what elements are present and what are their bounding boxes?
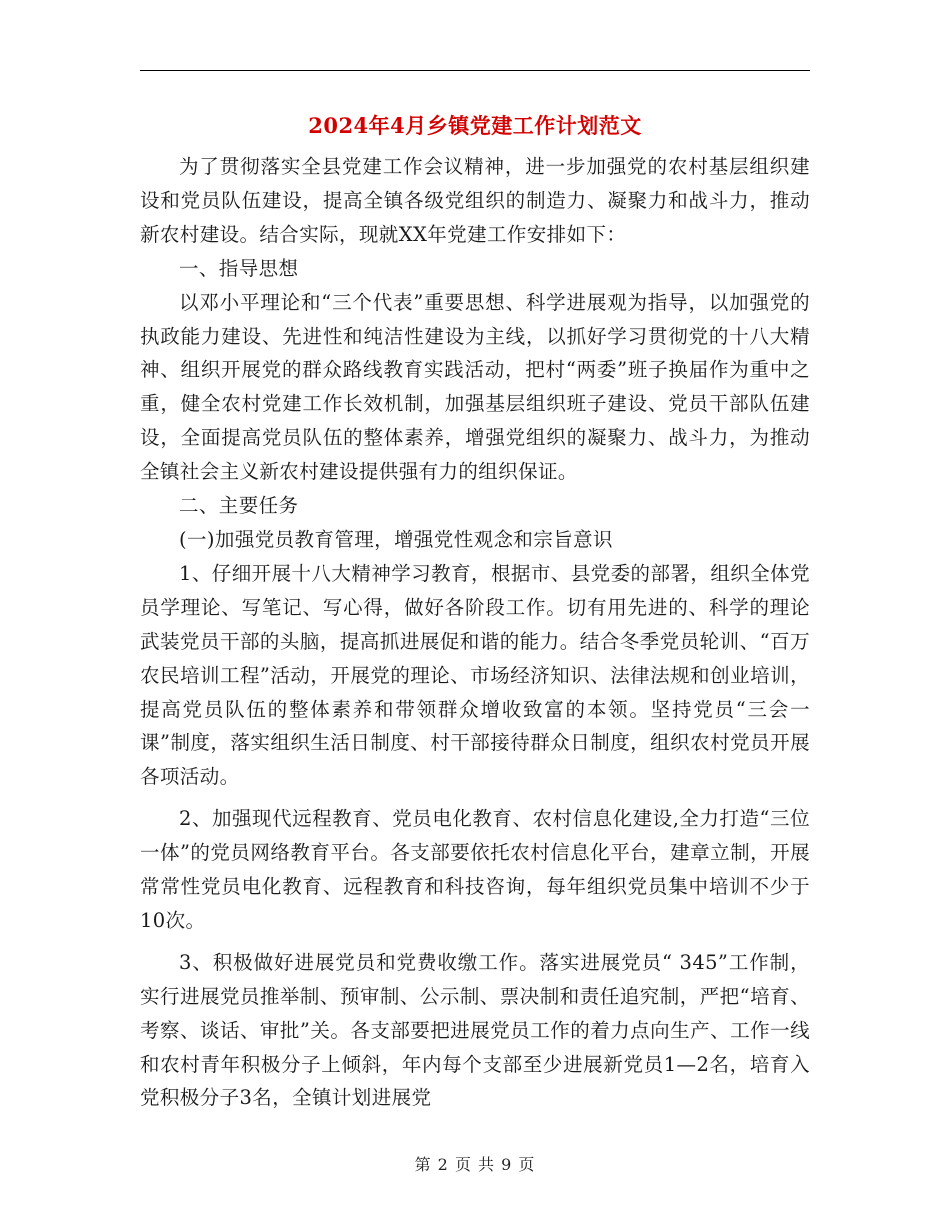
task-item-3: 3、积极做好进展党员和党费收缴工作。落实进展党员“ 345”工作制，实行进展党员推举制、预审制、公示制、票决制和责任追究制，严把“培育、考察、谈话、审批”关。各支部要把进展党员工作的着力点向生产、工作一线和农村青年积极分子上倾斜，年内每个支部至少进展新党员1—2名，培育入党积极分子3名，全镇计划进展党 <box>140 950 810 1110</box>
header-rule <box>140 70 810 71</box>
task-item-2: 2、加强现代远程教育、党员电化教育、农村信息化建设,全力打造“三位一体”的党员网络教育平台。各支部要依托农村信息化平台，建章立制，开展常常性党员电化教育、远程教育和科技咨询，每年组织党员集中培训不少于10次。 <box>140 807 810 932</box>
document-body <box>140 150 810 1115</box>
subsection-heading-education: (一)加强党员教育管理，增强党性观念和宗旨意识 <box>179 527 613 551</box>
task-item-1: 1、仔细开展十八大精神学习教育，根据市、县党委的部署，组织全体党员学理论、写笔记、写心得，做好各阶段工作。切有用先进的、科学的理论武装党员干部的头脑，提高抓进展促和谐的能力。结合冬季党员轮训、“百万农民培训工程”活动，开展党的理论、市场经济知识、法律法规和创业培训，提高党员队伍的整体素养和带领群众增收致富的本领。坚持党员“三会一课”制度，落实组织生活日制度、村干部接待群众日制度，组织农村党员开展各项活动。 <box>140 561 810 789</box>
document-title: 2024年4月乡镇党建工作计划范文 <box>308 113 642 138</box>
section-heading-guiding-thought: 一、指导思想 <box>179 256 299 280</box>
section-heading-main-tasks: 二、主要任务 <box>179 494 299 518</box>
intro-paragraph: 为了贯彻落实全县党建工作会议精神，进一步加强党的农村基层组织建设和党员队伍建设，提高全镇各级党组织的制造力、凝聚力和战斗力，推动新农村建设。结合实际，现就XX年党建工作安排如下： <box>140 155 810 246</box>
guiding-thought-paragraph: 以邓小平理论和“三个代表”重要思想、科学进展观为指导，以加强党的执政能力建设、先进性和纯洁性建设为主线，以抓好学习贯彻党的十八大精神、组织开展党的群众路线教育实践活动，把村“两委”班子换届作为重中之重，健全农村党建工作长效机制，加强基层组织班子建设、党员干部队伍建设，全面提高党员队伍的整体素养，增强党组织的凝聚力、战斗力，为推动全镇社会主义新农村建设提供强有力的组织保证。 <box>140 290 810 484</box>
page-number: 第 2 页 共 9 页 <box>414 1155 536 1174</box>
